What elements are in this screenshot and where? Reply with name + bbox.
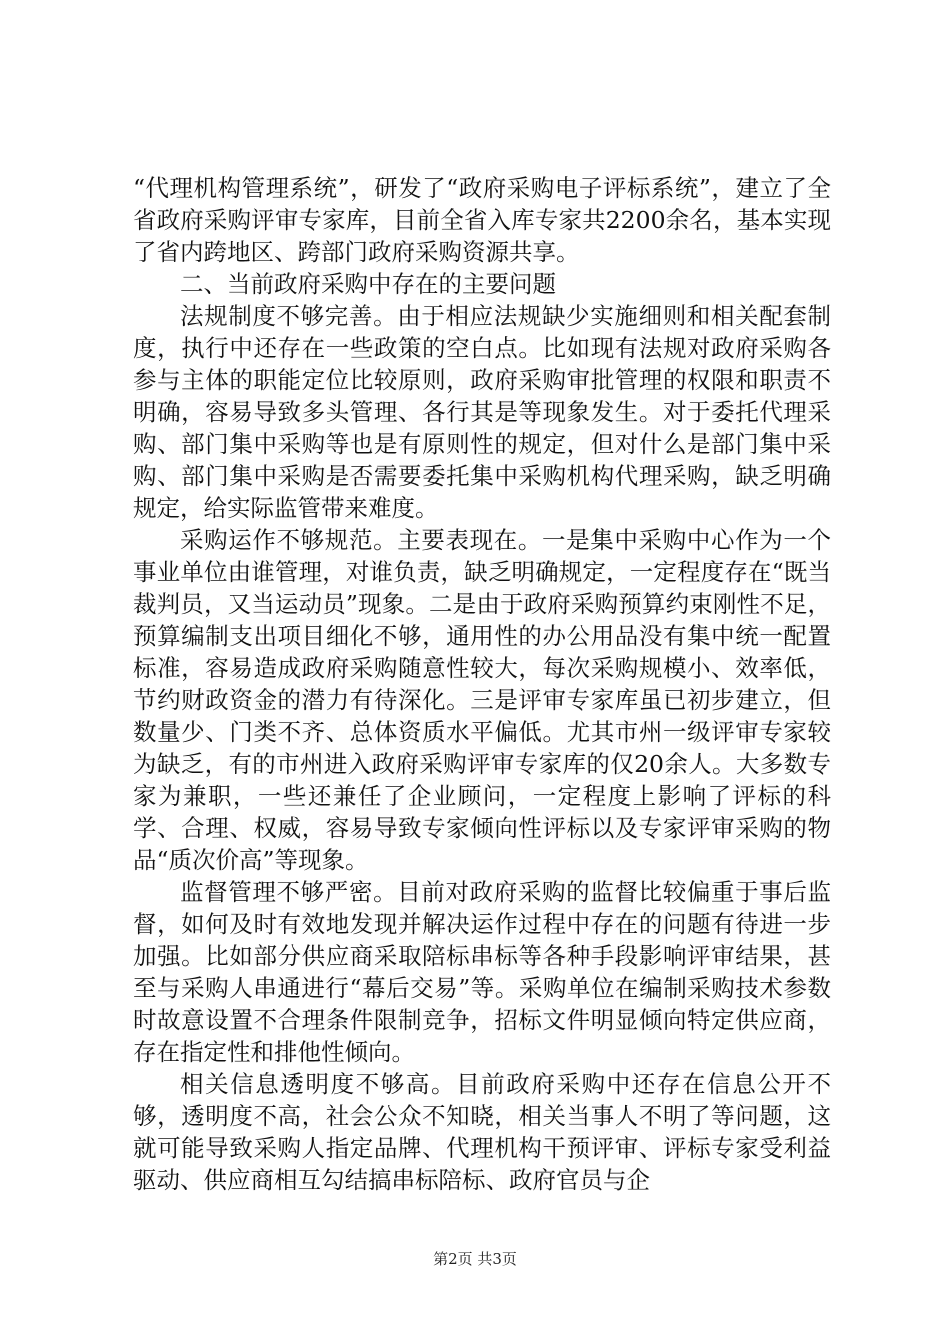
- paragraph-operations: 采购运作不够规范。主要表现在。一是集中采购中心作为一个事业单位由谁管理，对谁负责，缺乏明确规定，一定程度存在“既当裁判员，又当运动员”现象。二是由于政府采购预算约束刚性不足，预算编制支出项目细化不够，通用性的办公用品没有集中统一配置标准，容易造成政府采购随意性较大，每次采购规模小、效率低，节约财政资金的潜力有待深化。三是评审专家库虽已初步建立，但数量少、门类不齐、总体资质水平偏低。尤其市州一级评审专家较为缺乏，有的市州进入政府采购评审专家库的仅20余人。大多数专家为兼职，一些还兼任了企业顾问，一定程度上影响了评标的科学、合理、权威，容易导致专家倾向性评标以及专家评审采购的物品“质次价高”等现象。: [133, 526, 831, 874]
- document-body: [133, 172, 831, 1196]
- section-heading: 二、当前政府采购中存在的主要问题: [180, 270, 556, 298]
- paragraph-supervision: 监督管理不够严密。目前对政府采购的监督比较偏重于事后监督，如何及时有效地发现并解决运作过程中存在的问题有待进一步加强。比如部分供应商采取陪标串标等各种手段影响评审结果，甚至与采购人串通进行“幕后交易”等。采购单位在编制采购技术参数时故意设置不合理条件限制竞争，招标文件明显倾向特定供应商，存在指定性和排他性倾向。: [133, 878, 831, 1066]
- paragraph-transparency: 相关信息透明度不够高。目前政府采购中还存在信息公开不够，透明度不高，社会公众不知晓，相关当事人不明了等问题，这就可能导致采购人指定品牌、代理机构干预评审、评标专家受利益驱动、供应商相互勾结搞串标陪标、政府官员与企: [133, 1070, 831, 1194]
- page-number-footer: 第2页 共3页: [433, 1250, 517, 1268]
- paragraph-regulations: 法规制度不够完善。由于相应法规缺少实施细则和相关配套制度，执行中还存在一些政策的空白点。比如现有法规对政府采购各参与主体的职能定位比较原则，政府采购审批管理的权限和职责不明确，容易导致多头管理、各行其是等现象发生。对于委托代理采购、部门集中采购等也是有原则性的规定，但对什么是部门集中采购、部门集中采购是否需要委托集中采购机构代理采购，缺乏明确规定，给实际监管带来难度。: [133, 302, 831, 522]
- paragraph-continuation: “代理机构管理系统”，研发了“政府采购电子评标系统”，建立了全省政府采购评审专家库，目前全省入库专家共2200余名，基本实现了省内跨地区、跨部门政府采购资源共享。: [133, 174, 831, 266]
